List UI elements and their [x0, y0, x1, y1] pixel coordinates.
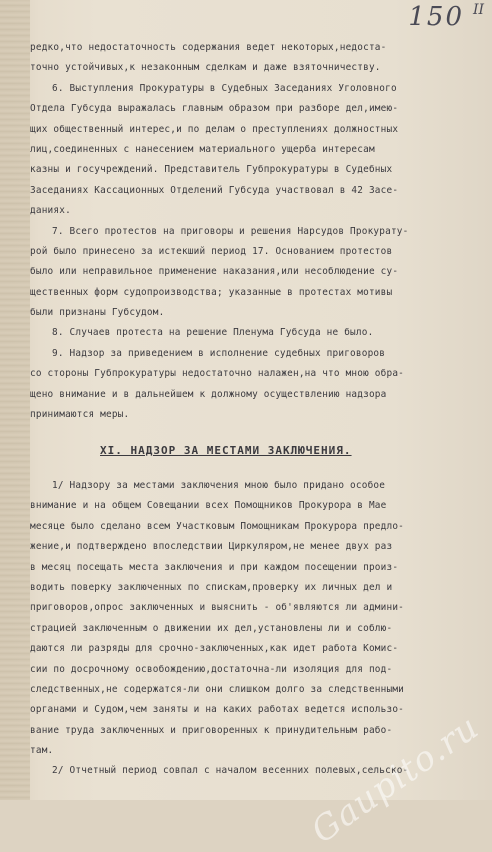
text-line: жение,и подтверждено впоследствии Циркуляром,не менее двух раз	[30, 541, 393, 553]
text-line: даются ли разряды для срочно-заключенных,как идет работа Комис-	[30, 643, 399, 655]
text-line: щественных форм судопроизводства; указанные в протестах мотивы	[30, 286, 393, 298]
page-number-small: II	[472, 2, 484, 18]
text-block-top	[30, 38, 460, 425]
text-line: страцией заключенным о движении их дел,установлены ли и соблю-	[30, 622, 393, 634]
text-line: были признаны Губсудом.	[30, 307, 165, 319]
text-line: 1/ Надзору за местами заключения мною было придано особое	[52, 480, 386, 491]
text-line: следственных,не содержатся-ли они слишком долго за следственными	[30, 683, 405, 695]
text-line: Заседаниях Кассационных Отделений Губсуда участвовал в 42 Засе-	[30, 184, 399, 196]
text-line: 7. Всего протестов на приговоры и решения Нарсудов Прокурату-	[52, 225, 409, 237]
text-line: там.	[30, 745, 54, 757]
text-line: казны и госучреждений. Представитель Губпрокуратуры в Судебных	[30, 164, 393, 176]
text-line: месяце было сделано всем Участковым Помощникам Прокурора предло-	[30, 520, 405, 532]
text-line: 9. Надзор за приведением в исполнение судебных приговоров	[52, 347, 386, 359]
text-line: даниях.	[30, 205, 71, 217]
text-line: было или неправильное применение наказания,или несоблюдение су-	[30, 266, 399, 278]
text-line: щих общественный интерес,и по делам о преступлениях должностных	[30, 123, 399, 135]
text-line: лиц,соединенных с нанесением материального ущерба интересам	[30, 143, 375, 155]
text-line: приговоров,опрос заключенных и выяснить - об'являются ли админи-	[30, 602, 405, 614]
text-line: Отдела Губсуда выражалась главным образом при разборе дел,имею-	[30, 103, 399, 115]
text-line: точно устойчивых,к незаконным сделкам и даже взяточничеству.	[30, 62, 381, 74]
text-line: водить поверку заключенных по спискам,проверку их личных дел и	[30, 581, 393, 593]
text-line: 6. Выступления Прокуратуры в Судебных Заседаниях Уголовного	[52, 82, 397, 94]
section-heading: XI. НАДЗОР ЗА МЕСТАМИ ЗАКЛЮЧЕНИЯ.	[100, 444, 352, 457]
text-line: вание труда заключенных и приговоренных к принудительным рабо-	[30, 724, 393, 736]
watermark: Gaupito.ru	[303, 707, 486, 852]
text-block-bottom	[30, 476, 460, 782]
page-number: 150	[408, 2, 464, 32]
text-line: со стороны Губпрокуратуры недостаточно налажен,на что мною обра-	[30, 368, 405, 380]
text-line: принимаются меры.	[30, 409, 130, 421]
text-line: 2/ Отчетный период совпал с началом весенних полевых,сельско-	[52, 765, 409, 777]
text-line: в месяц посещать места заключения и при каждом посещении произ-	[30, 561, 399, 573]
text-line: сии по досрочному освобождению,достаточна-ли изоляция для под-	[30, 663, 393, 675]
text-line: щено внимание и в дальнейшем к должному осуществлению надзора	[30, 388, 387, 400]
text-line: рой было принесено за истекший период 17. Основанием протестов	[30, 245, 393, 257]
text-line: органами и Судом,чем заняты и на каких работах ведется использо-	[30, 704, 405, 716]
text-line: редко,что недостаточность содержания ведет некоторых,недоста-	[30, 42, 387, 53]
text-line: 8. Случаев протеста на решение Пленума Губсуда не было.	[52, 327, 374, 339]
binding-edge	[0, 0, 30, 800]
text-line: внимание и на общем Совещании всех Помощников Прокурора в Мае	[30, 500, 387, 512]
